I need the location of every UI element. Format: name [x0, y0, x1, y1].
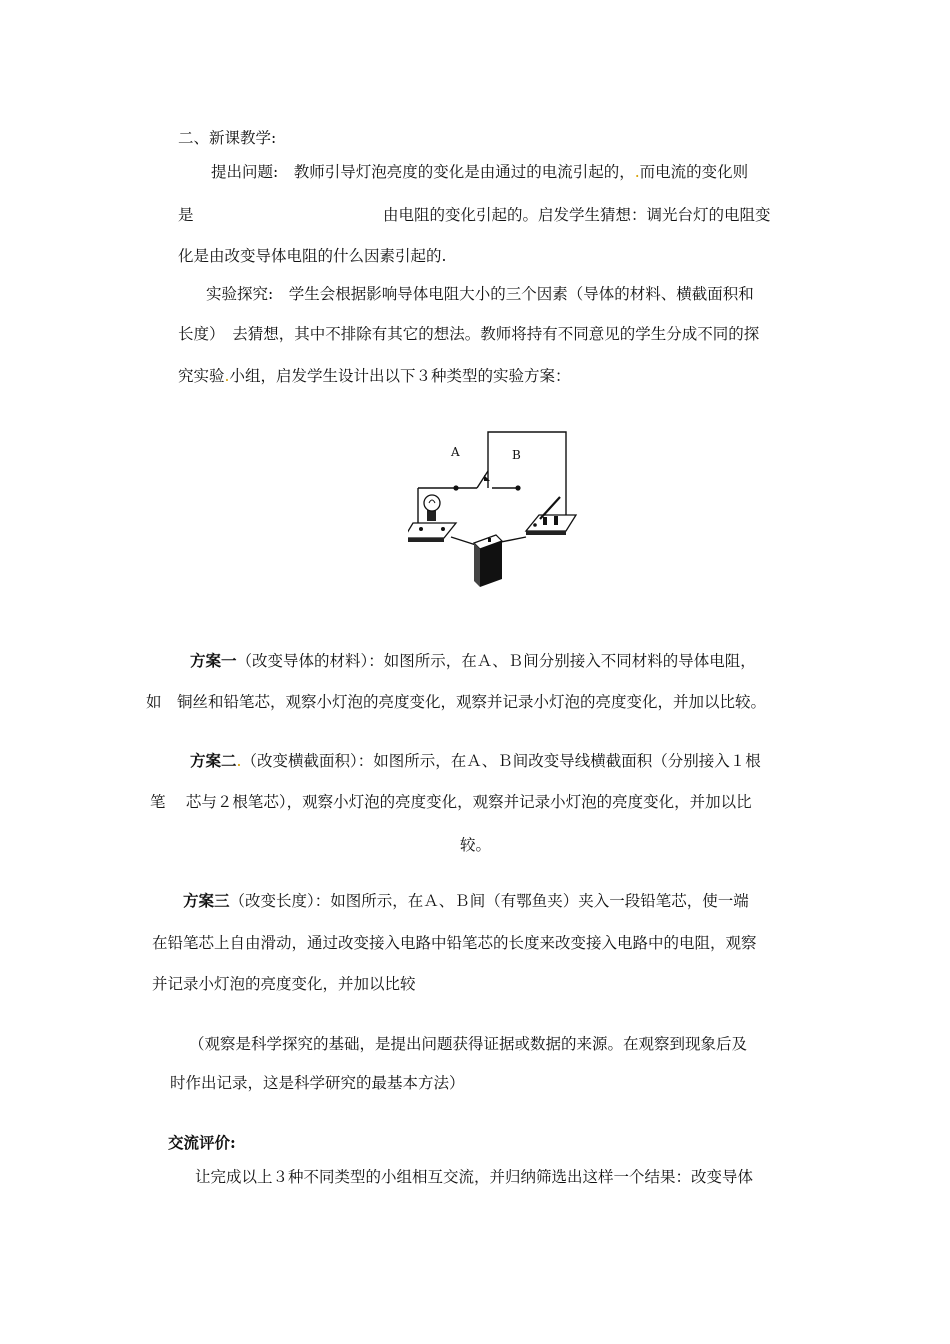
text-marker: . — [236, 752, 242, 770]
plan3-line-1 — [183, 891, 749, 911]
question-line-3: 化是由改变导体电阻的什么因素引起的. — [178, 247, 447, 265]
lamp-board — [408, 495, 456, 542]
terminal-b — [515, 485, 520, 490]
experiment-line-1: 实验探究: 学生会根据影响导体电阻大小的三个因素（导体的材料、横截面积和 — [206, 285, 754, 303]
plan1-text-1: （改变导体的材料）：如图所示，在Ａ、Ｂ间分别接入不同材料的导体电阻， — [236, 652, 756, 670]
exchange-heading: 交流评价: — [168, 1133, 236, 1152]
section-heading: 二、新课教学: — [178, 129, 277, 147]
plan3-line-2: 在铅笔芯上自由滑动，通过改变接入电路中铅笔芯的长度来改变接入电路中的电阻，观察 — [152, 934, 757, 952]
exchange-line-1: 让完成以上３种不同类型的小组相互交流，并归纳筛选出这样一个结果：改变导体 — [195, 1168, 754, 1186]
plan2-line-3: 较。 — [460, 836, 492, 854]
note-line-2: 时作出记录，这是科学研究的最基本方法） — [170, 1074, 465, 1092]
question-line-1 — [211, 162, 748, 182]
label-a: A — [451, 445, 460, 459]
terminal-a — [453, 485, 458, 490]
plan2-title: 方案二 — [190, 751, 237, 770]
note-line-1: （观察是科学探究的基础，是提出问题获得证据或数据的来源。在观察到现象后及 — [189, 1035, 748, 1053]
switch-head — [484, 475, 490, 481]
bulb-icon — [424, 495, 440, 511]
question-line-2a: 是 — [178, 206, 194, 224]
label-b: B — [512, 448, 521, 462]
experiment-line-3 — [178, 366, 570, 386]
experiment-line-2: 长度） 去猜想，其中不排除有其它的想法。教师将持有不同意见的学生分成不同的探 — [178, 325, 760, 343]
wire-lamp-battery — [451, 537, 476, 545]
plan3-line-3: 并记录小灯泡的亮度变化，并加以比较 — [152, 975, 416, 993]
text-marker: . — [224, 367, 230, 385]
experiment-text-3b: 小组，启发学生设计出以下３种类型的实验方案： — [229, 367, 571, 385]
plan1-line-1 — [190, 651, 756, 671]
switch-board — [526, 497, 576, 535]
plan3-text-1: （改变长度）：如图所示，在Ａ、Ｂ间（有鄂鱼夹）夹入一段铅笔芯，使一端 — [229, 892, 749, 910]
plan2-line-1 — [190, 751, 761, 771]
question-text-1b: 而电流的变化则 — [639, 163, 749, 181]
question-line-2b: 由电阻的变化引起的。启发学生猜想：调光台灯的电阻变 — [383, 206, 771, 224]
plan2-text-1: （改变横截面积）：如图所示，在Ａ、Ｂ间改变导线横截面积（分别接入１根 — [241, 752, 761, 770]
plan1-title: 方案一 — [190, 651, 237, 670]
plan1-line-2: 如 铜丝和铅笔芯，观察小灯泡的亮度变化，观察并记录小灯泡的亮度变化，并加以比较。 — [146, 693, 767, 711]
experiment-text-3a: 究实验 — [178, 367, 225, 385]
question-text-1a: 提出问题: 教师引导灯泡亮度的变化是由通过的电流引起的， — [211, 163, 635, 181]
plan3-title: 方案三 — [183, 891, 230, 910]
circuit-diagram — [408, 425, 578, 590]
plan2-line-2: 笔 芯与２根笔芯），观察小灯泡的亮度变化，观察并记录小灯泡的亮度变化，并加以比 — [150, 793, 752, 811]
text-marker: . — [634, 163, 640, 181]
battery-icon — [474, 535, 502, 587]
